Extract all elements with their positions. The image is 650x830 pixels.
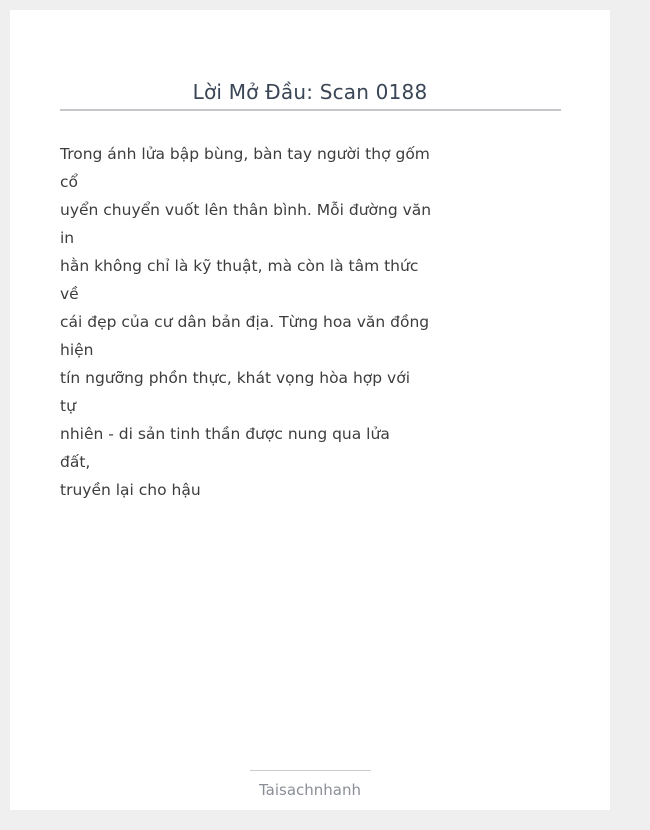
body-line: tín ngưỡng phồn thực, khát vọng hòa hợp với bbox=[60, 369, 411, 387]
footer-text: Taisachnhanh bbox=[258, 781, 362, 799]
body-line: nhiên - di sản tinh thần được nung qua lửa bbox=[60, 425, 390, 443]
body-line: tự bbox=[60, 397, 76, 415]
body-line: Trong ánh lửa bập bùng, bàn tay người thợ gốm bbox=[60, 145, 430, 163]
body-line: hằn không chỉ là kỹ thuật, mà còn là tâm thức bbox=[60, 257, 419, 275]
body-paragraph bbox=[60, 140, 432, 504]
document-page bbox=[10, 10, 610, 810]
body-line: cổ bbox=[60, 173, 79, 191]
body-line: uyển chuyển vuốt lên thân bình. Mỗi đường văn bbox=[60, 201, 432, 219]
page-title: Lời Mở Đầu: Scan 0188 bbox=[192, 80, 428, 104]
body-line: hiện bbox=[60, 341, 94, 359]
footer-divider bbox=[250, 770, 371, 771]
body-line: về bbox=[60, 285, 79, 303]
body-line: đất, bbox=[60, 453, 91, 471]
body-line: in bbox=[60, 229, 75, 247]
title-divider bbox=[60, 109, 561, 111]
body-line: truyền lại cho hậu bbox=[60, 481, 201, 499]
body-line: cái đẹp của cư dân bản địa. Từng hoa văn đồng bbox=[60, 313, 430, 331]
